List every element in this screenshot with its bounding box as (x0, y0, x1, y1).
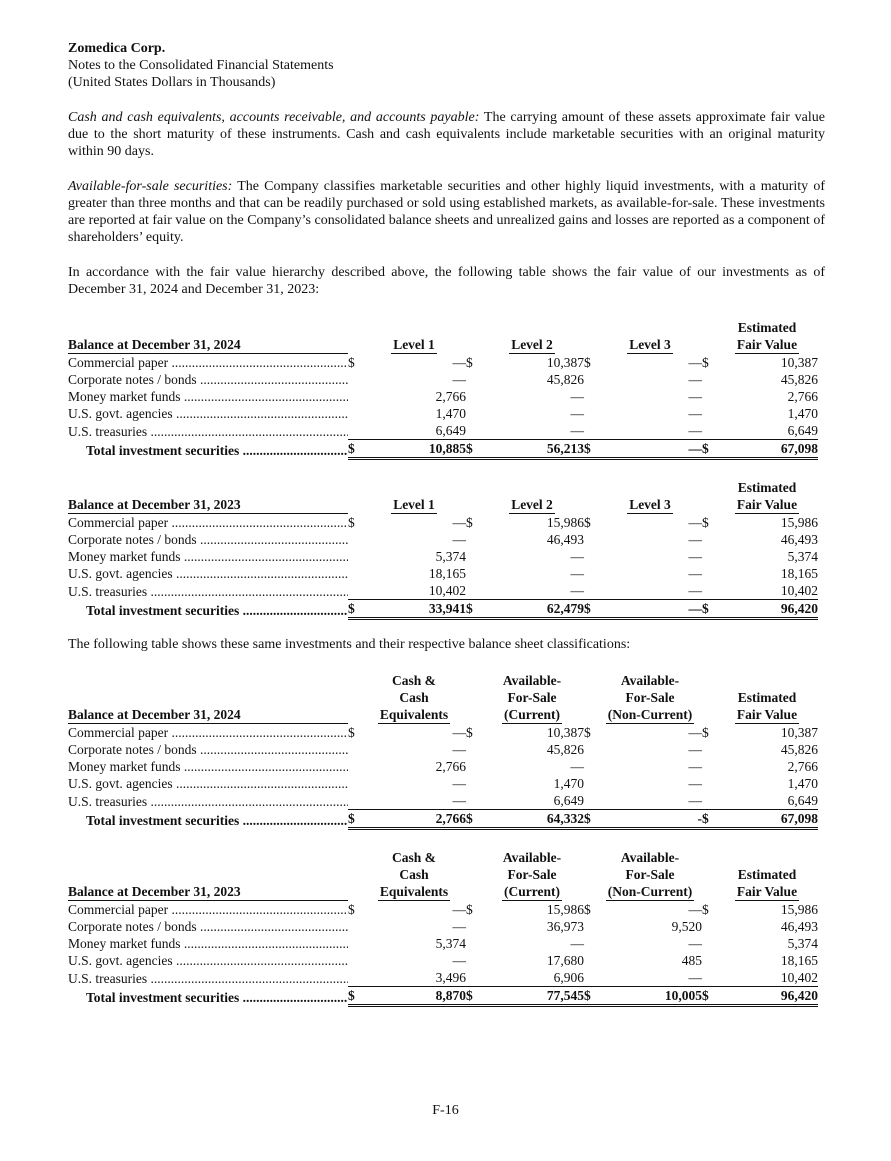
cell-value: — (688, 372, 702, 387)
currency-symbol (466, 582, 480, 600)
currency-symbol (348, 531, 362, 548)
currency-symbol (466, 775, 480, 792)
column-header-line (716, 672, 818, 689)
currency-symbol (348, 969, 362, 987)
cell-value: 18,165 (780, 566, 818, 581)
cell-value: 46,493 (780, 532, 818, 547)
row-label: Corporate notes / bonds ..... (68, 531, 348, 548)
column-header-line: For-Sale (507, 690, 557, 705)
currency-symbol (584, 775, 598, 792)
currency-symbol (584, 918, 598, 935)
column-header-line: Cash (399, 867, 429, 882)
cell-value: — (598, 422, 702, 440)
currency-symbol (348, 405, 362, 422)
cell-value: — (598, 600, 702, 619)
cell-value: 18,165 (428, 566, 466, 581)
currency-symbol (348, 565, 362, 582)
currency-symbol: $ (702, 987, 716, 1006)
total-row (68, 440, 818, 459)
cell-value: — (362, 792, 466, 810)
table-row (68, 792, 818, 810)
cell-value: — (570, 936, 584, 951)
cell-value: — (688, 725, 702, 740)
cell-value: — (688, 776, 702, 791)
table-row (68, 388, 818, 405)
currency-symbol (702, 531, 716, 548)
currency-symbol: $ (466, 987, 480, 1006)
row-label: U.S. treasuries ..... (68, 969, 348, 987)
column-header: Fair Value (736, 496, 798, 512)
column-header-line: Cash & (392, 673, 436, 688)
cell-value: — (452, 919, 466, 934)
row-label: Total investment securities ..... (68, 987, 348, 1006)
cell-value: 96,420 (716, 987, 818, 1006)
cell-value: — (598, 969, 702, 987)
table-row (68, 901, 818, 919)
currency-symbol: $ (584, 440, 598, 459)
row-label: U.S. treasuries ..... (68, 792, 348, 810)
cell-value: — (452, 532, 466, 547)
currency-symbol (466, 422, 480, 440)
column-header-top: Estimated (737, 320, 797, 335)
currency-symbol: $ (702, 902, 709, 917)
row-label: Money market funds ..... (68, 758, 348, 775)
currency-symbol: $ (702, 810, 716, 829)
cell-value: — (688, 389, 702, 404)
currency-symbol: $ (348, 600, 362, 619)
currency-symbol (466, 935, 480, 952)
cell-value: 62,479 (480, 600, 584, 619)
currency-symbol (466, 548, 480, 565)
cell-value: — (452, 776, 466, 791)
cell-value: 96,420 (716, 600, 818, 619)
currency-symbol (348, 388, 362, 405)
row-label: Corporate notes / bonds ..... (68, 741, 348, 758)
cell-value: 10,402 (716, 582, 818, 600)
currency-symbol (466, 531, 480, 548)
currency-symbol (348, 741, 362, 758)
row-label: Commercial paper ..... (68, 514, 348, 532)
row-label: Money market funds ..... (68, 548, 348, 565)
currency-symbol: $ (466, 600, 480, 619)
cell-value: 56,213 (480, 440, 584, 459)
cell-value: 1,470 (787, 406, 818, 421)
cell-value: 10,005 (598, 987, 702, 1006)
cell-value: 77,545 (480, 987, 584, 1006)
column-header-line: For-Sale (625, 867, 675, 882)
row-label: Money market funds ..... (68, 388, 348, 405)
paragraph-classification-intro: The following table shows these same investments and their respective balance sheet classifications: (68, 637, 631, 652)
cell-value: — (570, 389, 584, 404)
currency-symbol (702, 918, 716, 935)
cell-value: — (452, 953, 466, 968)
document-header (68, 40, 825, 91)
table-row (68, 354, 818, 372)
table-row (68, 405, 818, 422)
table-title: Balance at December 31, 2024 (68, 336, 348, 354)
currency-symbol (584, 548, 598, 565)
cell-value: — (570, 406, 584, 421)
currency-symbol: $ (584, 725, 591, 740)
cell-value: — (688, 742, 702, 757)
column-header: (Current) (504, 706, 560, 722)
cell-value: 8,870 (362, 987, 466, 1006)
currency-symbol (348, 792, 362, 810)
currency-symbol (702, 371, 716, 388)
currency-symbol: $ (466, 902, 473, 917)
column-header: Level 3 (629, 336, 671, 352)
cell-value: - (598, 810, 702, 829)
currency-symbol (702, 952, 716, 969)
currency-symbol (702, 792, 716, 810)
currency-symbol (702, 548, 716, 565)
cell-value: — (452, 725, 466, 740)
column-header: Level 1 (393, 496, 435, 512)
currency-symbol: $ (466, 515, 473, 530)
currency-symbol (466, 405, 480, 422)
currency-symbol: $ (348, 440, 362, 459)
total-row (68, 810, 818, 829)
cell-value: 67,098 (716, 810, 818, 829)
fair-value-table-2024 (68, 319, 818, 460)
cell-value: 6,649 (480, 792, 584, 810)
cell-value: 1,470 (435, 406, 466, 421)
currency-symbol (702, 969, 716, 987)
currency-symbol: $ (466, 440, 480, 459)
column-header-line: Cash (399, 690, 429, 705)
cell-value: 1,470 (787, 776, 818, 791)
cell-value: — (688, 532, 702, 547)
currency-symbol (702, 775, 716, 792)
currency-symbol (584, 935, 598, 952)
row-label: Money market funds ..... (68, 935, 348, 952)
table-row (68, 565, 818, 582)
cell-value: 15,986 (546, 515, 584, 530)
table-row (68, 969, 818, 987)
currency-symbol: $ (584, 810, 598, 829)
cell-value: 6,649 (362, 422, 466, 440)
currency-symbol: $ (348, 810, 362, 829)
row-label: Commercial paper ..... (68, 901, 348, 919)
currency-symbol (702, 582, 716, 600)
column-header-line: Available- (502, 850, 562, 865)
cell-value: 5,374 (435, 549, 466, 564)
currency-symbol (702, 565, 716, 582)
row-label: U.S. treasuries ..... (68, 582, 348, 600)
currency-symbol (584, 952, 598, 969)
currency-symbol: $ (584, 515, 591, 530)
cell-value: 2,766 (787, 389, 818, 404)
table-row (68, 514, 818, 532)
currency-symbol: $ (348, 355, 355, 370)
column-header-line: For-Sale (507, 867, 557, 882)
cell-value: 6,649 (716, 792, 818, 810)
currency-symbol (348, 758, 362, 775)
cell-value: 18,165 (780, 953, 818, 968)
currency-symbol (466, 758, 480, 775)
currency-symbol: $ (348, 515, 355, 530)
currency-symbol (702, 741, 716, 758)
currency-symbol (702, 935, 716, 952)
currency-symbol (584, 531, 598, 548)
currency-symbol (466, 565, 480, 582)
classification-table-2023 (68, 849, 818, 1007)
currency-symbol (466, 741, 480, 758)
table-row (68, 775, 818, 792)
column-header: Fair Value (736, 336, 798, 352)
currency-symbol: $ (584, 600, 598, 619)
column-header-line: Available- (620, 850, 680, 865)
document-page (68, 40, 825, 1007)
currency-symbol (584, 969, 598, 987)
currency-symbol (466, 969, 480, 987)
row-label: Commercial paper ..... (68, 354, 348, 372)
cell-value: — (598, 582, 702, 600)
cell-value: 10,387 (546, 725, 584, 740)
cell-value: — (688, 549, 702, 564)
header-subtitle: Notes to the Consolidated Financial Statements (68, 58, 334, 73)
cell-value: — (480, 422, 584, 440)
table-row (68, 582, 818, 600)
currency-symbol: $ (584, 902, 591, 917)
currency-symbol (348, 918, 362, 935)
currency-symbol (348, 935, 362, 952)
column-header: Level 2 (511, 496, 553, 512)
currency-symbol (348, 775, 362, 792)
cell-value: 10,387 (780, 355, 818, 370)
currency-symbol (584, 371, 598, 388)
column-header: (Non-Current) (607, 883, 693, 899)
column-header-line: Cash & (392, 850, 436, 865)
cell-value: 5,374 (787, 936, 818, 951)
table-row (68, 422, 818, 440)
table-row (68, 918, 818, 935)
cell-value: — (570, 759, 584, 774)
cell-value: 5,374 (435, 936, 466, 951)
currency-symbol (348, 548, 362, 565)
paragraph-body: The carrying amount of these assets approximate fair value due to the short maturity of these instruments. Cash and cash equivalents include marketable securities with an original maturity within 90 days. (68, 110, 825, 159)
currency-symbol (584, 388, 598, 405)
cell-value: 45,826 (546, 372, 584, 387)
cell-value: — (688, 515, 702, 530)
table-row (68, 741, 818, 758)
row-label: U.S. govt. agencies ..... (68, 775, 348, 792)
currency-symbol: $ (584, 987, 598, 1006)
row-label: Total investment securities ..... (68, 810, 348, 829)
column-header: Level 2 (511, 336, 553, 352)
column-header-line: Available- (502, 673, 562, 688)
cell-value: — (452, 515, 466, 530)
table-row (68, 952, 818, 969)
cell-value: 10,402 (716, 969, 818, 987)
currency-symbol (584, 422, 598, 440)
cell-value: 2,766 (435, 389, 466, 404)
currency-symbol: $ (466, 725, 473, 740)
currency-symbol (584, 582, 598, 600)
cell-value: 17,680 (546, 953, 584, 968)
table-title: Balance at December 31, 2024 (68, 706, 348, 724)
column-header-line: Available- (620, 673, 680, 688)
column-header: Fair Value (736, 883, 798, 899)
cell-value: — (598, 440, 702, 459)
currency-symbol (584, 758, 598, 775)
currency-symbol (702, 388, 716, 405)
row-label: U.S. treasuries ..... (68, 422, 348, 440)
paragraph-fair-value-intro: In accordance with the fair value hierarchy described above, the following table shows the fair value of our investments as of December 31, 2024 and December 31, 2023: (68, 265, 825, 297)
column-header: Equivalents (379, 883, 449, 899)
table-row (68, 758, 818, 775)
currency-symbol: $ (702, 355, 709, 370)
total-row (68, 600, 818, 619)
currency-symbol (466, 388, 480, 405)
table-row (68, 935, 818, 952)
cell-value: — (688, 759, 702, 774)
cell-value: 485 (681, 953, 702, 968)
cell-value: — (688, 406, 702, 421)
cell-value: 5,374 (787, 549, 818, 564)
cell-value: — (452, 372, 466, 387)
column-header-top: Estimated (737, 480, 797, 495)
table-row (68, 548, 818, 565)
paragraph-lead: Available-for-sale securities: (68, 179, 233, 194)
cell-value: 2,766 (787, 759, 818, 774)
currency-symbol: $ (584, 355, 591, 370)
total-row (68, 987, 818, 1006)
currency-symbol (466, 792, 480, 810)
cell-value: 36,973 (546, 919, 584, 934)
currency-symbol: $ (702, 725, 709, 740)
cell-value: 10,387 (546, 355, 584, 370)
page-number: F-16 (432, 1103, 459, 1118)
cell-value: 33,941 (362, 600, 466, 619)
cell-value: 10,885 (362, 440, 466, 459)
currency-symbol: $ (702, 600, 716, 619)
column-header: Level 3 (629, 496, 671, 512)
cell-value: 45,826 (780, 742, 818, 757)
cell-value: 45,826 (780, 372, 818, 387)
cell-value: 3,496 (362, 969, 466, 987)
header-units: (United States Dollars in Thousands) (68, 75, 276, 90)
table-title: Balance at December 31, 2023 (68, 496, 348, 514)
column-header-line: Estimated (737, 867, 797, 882)
cell-value: 15,986 (780, 902, 818, 917)
cell-value: 10,387 (780, 725, 818, 740)
cell-value: — (570, 549, 584, 564)
column-header-line: For-Sale (625, 690, 675, 705)
company-name: Zomedica Corp. (68, 41, 166, 56)
currency-symbol (584, 565, 598, 582)
currency-symbol (466, 952, 480, 969)
paragraph-body: The Company classifies marketable securities and other highly liquid investments, with a maturity of greater than three months and that can be readily purchased or sold using established markets, as available-for-sale. These investments are reported at fair value on the Company’s consolidated balance sheets and unrealized gains and losses are reported as a component of shareholders’ equity. (68, 179, 825, 245)
currency-symbol: $ (702, 515, 709, 530)
currency-symbol (584, 792, 598, 810)
currency-symbol (466, 918, 480, 935)
cell-value: — (452, 742, 466, 757)
currency-symbol (702, 758, 716, 775)
currency-symbol (584, 741, 598, 758)
row-label: Commercial paper ..... (68, 724, 348, 742)
currency-symbol: $ (348, 725, 355, 740)
paragraph-lead: Cash and cash equivalents, accounts receivable, and accounts payable: (68, 110, 480, 125)
column-header-line (716, 849, 818, 866)
cell-value: — (452, 902, 466, 917)
currency-symbol (348, 371, 362, 388)
row-label: U.S. govt. agencies ..... (68, 405, 348, 422)
cell-value: — (688, 936, 702, 951)
paragraph-cash-equivalents (68, 109, 825, 160)
table-row (68, 724, 818, 742)
currency-symbol (348, 422, 362, 440)
row-label: U.S. govt. agencies ..... (68, 952, 348, 969)
fair-value-table-2023 (68, 479, 818, 620)
cell-value: 15,986 (546, 902, 584, 917)
row-label: Total investment securities ..... (68, 600, 348, 619)
currency-symbol: $ (702, 440, 716, 459)
cell-value: 67,098 (716, 440, 818, 459)
currency-symbol: $ (348, 987, 362, 1006)
row-label: Total investment securities ..... (68, 440, 348, 459)
column-header: Equivalents (379, 706, 449, 722)
cell-value: 10,402 (362, 582, 466, 600)
row-label: Corporate notes / bonds ..... (68, 918, 348, 935)
cell-value: — (452, 355, 466, 370)
classification-table-2024 (68, 672, 818, 830)
cell-value: 64,332 (480, 810, 584, 829)
currency-symbol (584, 405, 598, 422)
table-row (68, 371, 818, 388)
currency-symbol (348, 582, 362, 600)
column-header: Fair Value (736, 706, 798, 722)
row-label: Corporate notes / bonds ..... (68, 371, 348, 388)
cell-value: — (598, 792, 702, 810)
cell-value: 46,493 (546, 532, 584, 547)
currency-symbol: $ (348, 902, 355, 917)
currency-symbol (702, 405, 716, 422)
cell-value: — (688, 566, 702, 581)
currency-symbol (348, 952, 362, 969)
cell-value: — (688, 902, 702, 917)
table-title: Balance at December 31, 2023 (68, 883, 348, 901)
cell-value: — (688, 355, 702, 370)
paragraph-available-for-sale (68, 178, 825, 246)
currency-symbol (702, 422, 716, 440)
table-row (68, 531, 818, 548)
cell-value: 1,470 (553, 776, 584, 791)
cell-value: — (570, 566, 584, 581)
currency-symbol: $ (466, 810, 480, 829)
cell-value: 45,826 (546, 742, 584, 757)
cell-value: — (480, 582, 584, 600)
currency-symbol: $ (466, 355, 473, 370)
cell-value: 6,649 (716, 422, 818, 440)
cell-value: 15,986 (780, 515, 818, 530)
cell-value: 6,906 (480, 969, 584, 987)
column-header: Level 1 (393, 336, 435, 352)
column-header: (Non-Current) (607, 706, 693, 722)
cell-value: 2,766 (362, 810, 466, 829)
column-header: (Current) (504, 883, 560, 899)
column-header-line: Estimated (737, 690, 797, 705)
row-label: U.S. govt. agencies ..... (68, 565, 348, 582)
currency-symbol (466, 371, 480, 388)
cell-value: 2,766 (435, 759, 466, 774)
cell-value: 46,493 (780, 919, 818, 934)
cell-value: 9,520 (671, 919, 702, 934)
